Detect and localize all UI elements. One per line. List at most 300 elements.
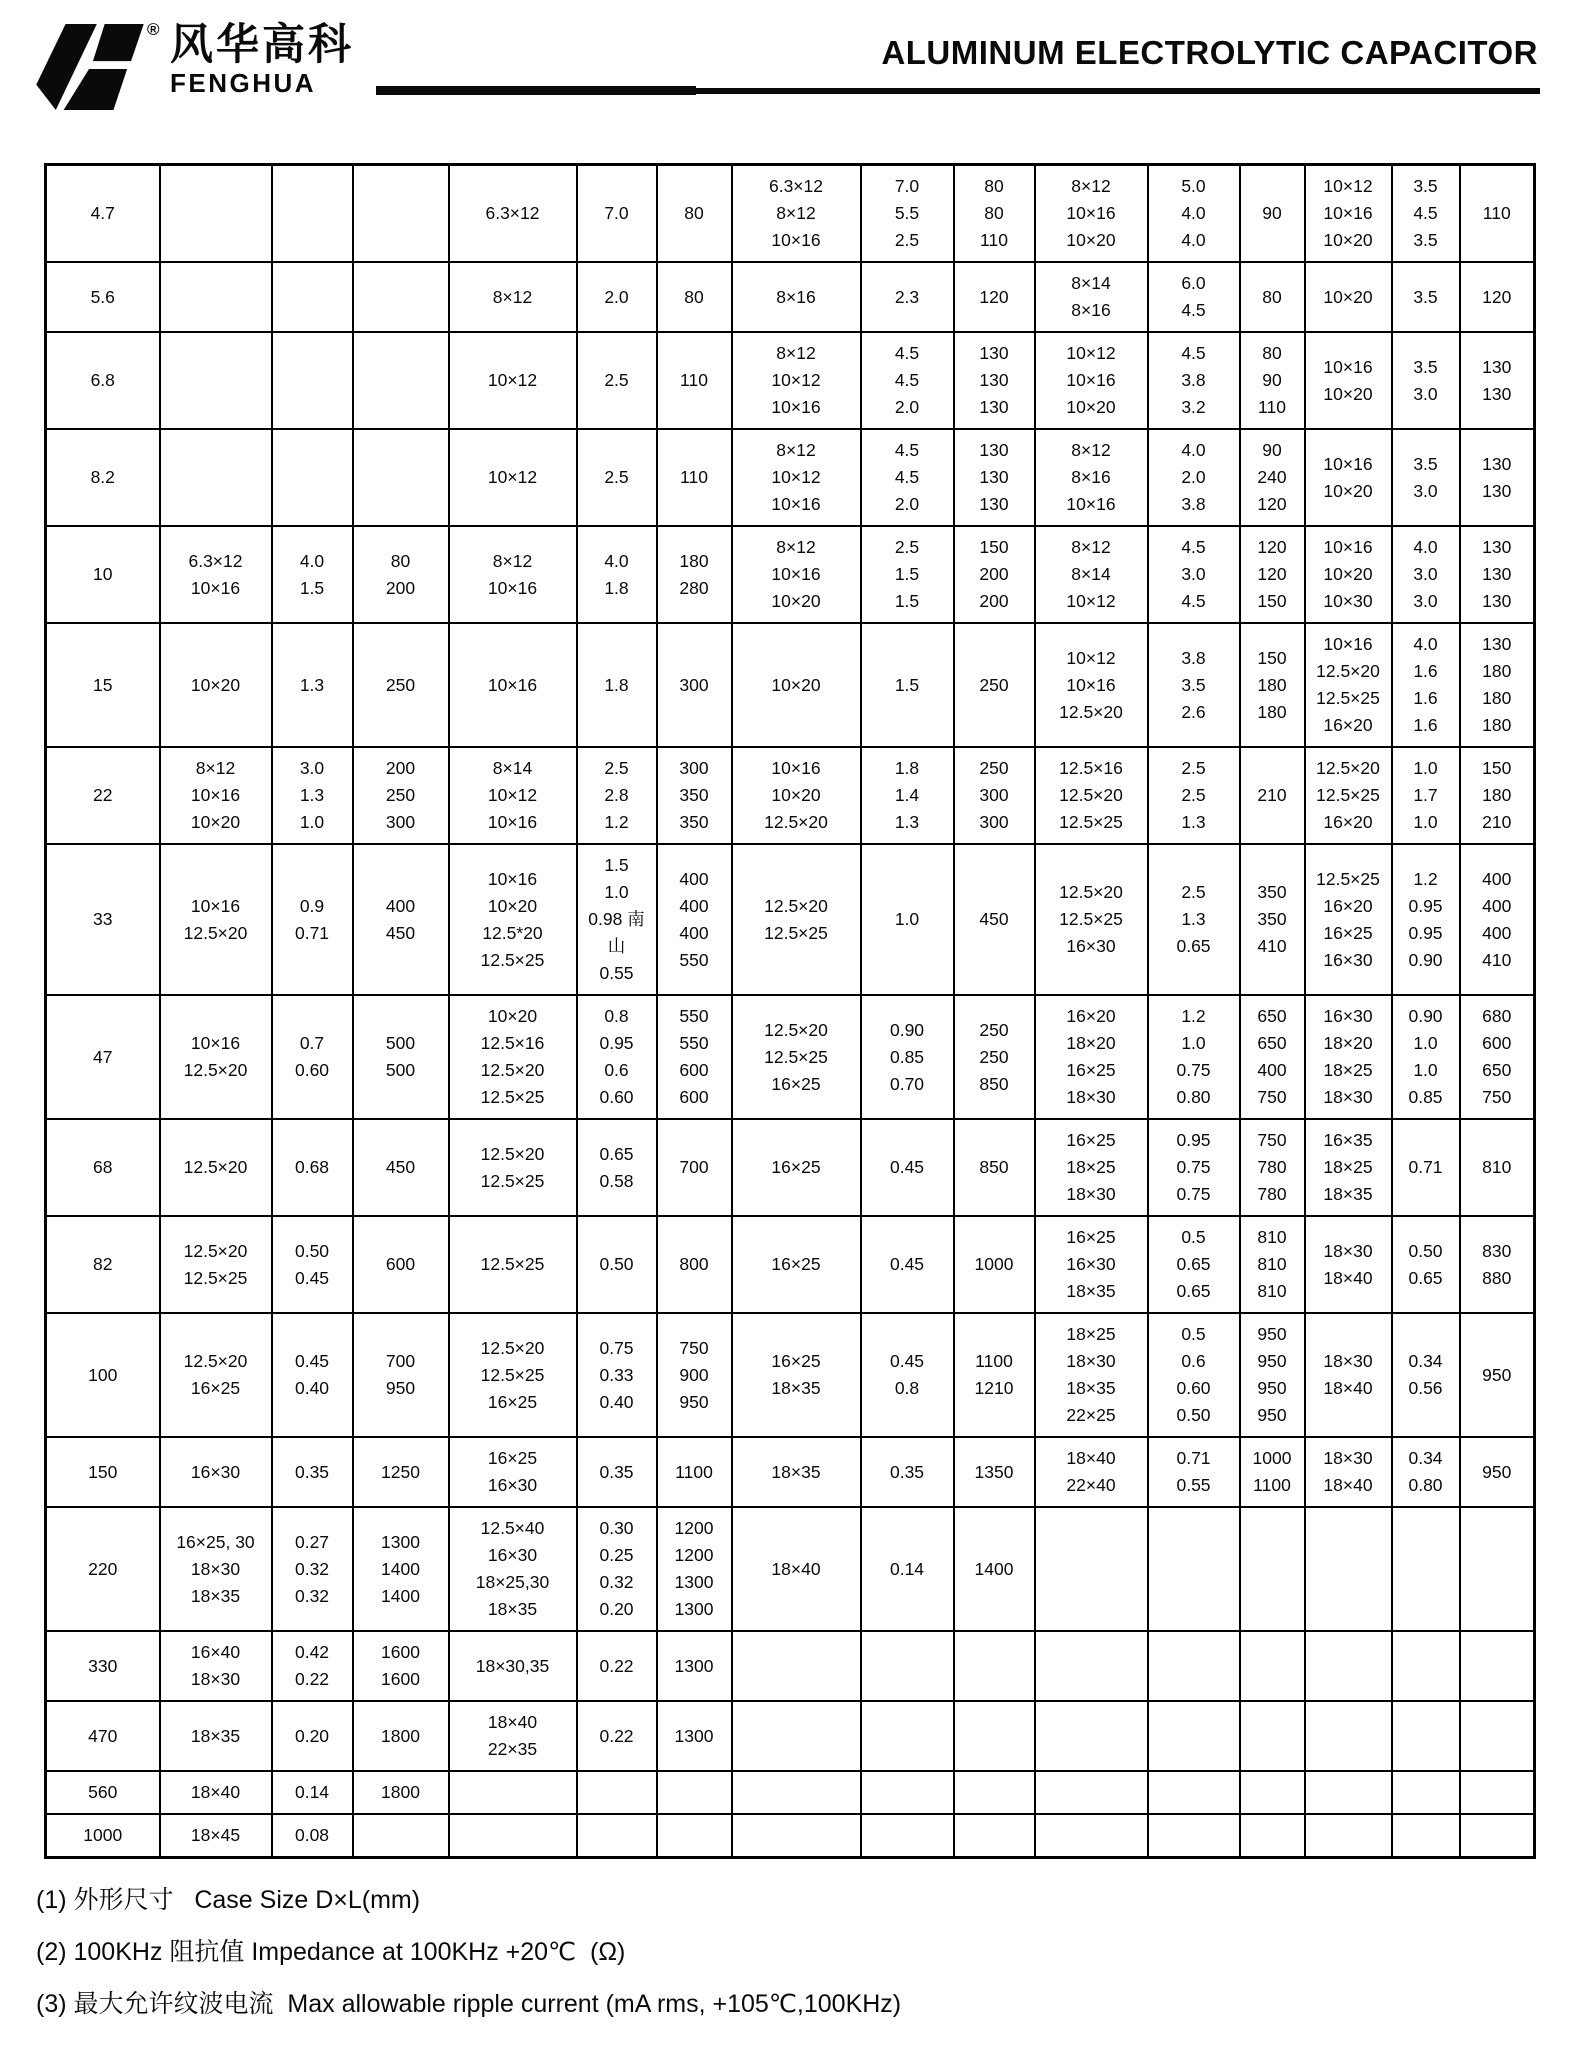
spec-cell: [861, 165, 954, 263]
spec-line: 18×30: [190, 1669, 241, 1689]
spec-line: 1400: [381, 1585, 420, 1606]
spec-line: 1400: [974, 1558, 1014, 1579]
spec-line: 0.60: [1176, 1378, 1211, 1398]
spec-line: 1200: [674, 1518, 714, 1538]
spec-line: 16×25: [487, 1448, 538, 1468]
spec-line: 350: [679, 785, 709, 805]
spec-line: 3.5: [1181, 674, 1206, 695]
spec-cell: [1392, 1216, 1460, 1313]
spec-cell: [160, 1216, 272, 1313]
spec-cell: [1305, 1701, 1392, 1771]
cap-value-cell: 68: [46, 1119, 160, 1216]
spec-line: 120: [1257, 564, 1287, 584]
spec-line: 18×40: [771, 1558, 821, 1579]
spec-line: 10×16: [1323, 453, 1373, 474]
spec-line: 0.33: [599, 1364, 634, 1385]
spec-line: 810: [1482, 1157, 1512, 1177]
spec-cell: [1240, 332, 1305, 429]
spec-cell: [861, 747, 954, 844]
spec-line: 650: [1257, 1033, 1287, 1053]
spec-line: 200: [979, 591, 1009, 611]
spec-line: 950: [1257, 1351, 1287, 1371]
spec-line: 300: [679, 674, 709, 695]
spec-line: 10×12: [771, 467, 821, 487]
spec-cell: [353, 1119, 449, 1216]
spec-line: 500: [385, 1060, 416, 1080]
spec-line: 3.8: [1181, 494, 1206, 514]
spec-line: 80: [1262, 343, 1282, 363]
spec-cell: [272, 844, 353, 995]
spec-cell: [732, 1119, 861, 1216]
spec-cell: [732, 429, 861, 526]
spec-line: 3.0: [1413, 480, 1438, 501]
spec-cell: [353, 1313, 449, 1437]
spec-cell: [1035, 1437, 1148, 1507]
spec-cell: [1240, 1507, 1305, 1631]
spec-cell: [1392, 747, 1460, 844]
spec-line: 1100: [675, 1461, 713, 1482]
spec-line: 10×12: [1066, 647, 1116, 668]
spec-cell: [732, 1216, 861, 1313]
spec-line: 10×12: [771, 370, 821, 390]
spec-line: 2.5: [604, 467, 629, 487]
spec-line: 10×12: [487, 467, 538, 487]
spec-line: 650: [1482, 1060, 1512, 1080]
spec-line: 0.45: [889, 1254, 925, 1274]
spec-line: 4.5: [1413, 203, 1438, 223]
spec-line: 810: [1257, 1281, 1287, 1301]
spec-cell: [1392, 165, 1460, 263]
table-row: [46, 844, 1535, 995]
spec-line: 130: [979, 370, 1009, 390]
spec-line: 10×16: [1066, 203, 1116, 223]
spec-cell: [449, 995, 577, 1119]
cap-value-cell: 22: [46, 747, 160, 844]
table-row: [46, 1701, 1535, 1771]
spec-line: 8×12: [1071, 176, 1111, 196]
spec-line: 250: [979, 758, 1009, 778]
spec-cell: [577, 995, 657, 1119]
spec-line: 10×16: [190, 785, 241, 805]
spec-line: 850: [979, 1157, 1009, 1177]
spec-line: 130: [1482, 480, 1512, 501]
spec-cell: [1392, 1771, 1460, 1814]
spec-line: 150: [1257, 591, 1287, 611]
spec-line: 18×25: [1323, 1157, 1373, 1177]
spec-line: 400: [385, 895, 416, 916]
spec-line: 2.5: [894, 537, 920, 557]
spec-line: 780: [1257, 1184, 1287, 1204]
spec-line: 1.5: [894, 591, 920, 611]
spec-line: 130: [1482, 537, 1512, 557]
spec-cell: [657, 332, 732, 429]
spec-line: 12.5×25: [764, 1046, 828, 1067]
spec-line: 16×25: [487, 1391, 538, 1412]
spec-line: 120: [1257, 537, 1287, 557]
spec-cell: [861, 844, 954, 995]
spec-line: 1.0: [299, 812, 325, 832]
spec-cell: [861, 1631, 954, 1701]
spec-line: 18×40: [1323, 1475, 1373, 1495]
spec-cell: [1392, 1119, 1460, 1216]
spec-line: 18×35: [190, 1585, 241, 1606]
spec-line: 0.35: [599, 1461, 634, 1482]
spec-cell: [1392, 332, 1460, 429]
spec-line: 0.22: [599, 1725, 634, 1746]
spec-line: 0.55: [599, 963, 634, 983]
spec-line: 10×16: [190, 895, 241, 916]
spec-line: 700: [679, 1157, 709, 1177]
spec-line: 130: [979, 343, 1009, 363]
spec-line: 1400: [381, 1558, 420, 1579]
spec-line: 450: [979, 909, 1009, 929]
spec-line: 山: [607, 936, 626, 956]
spec-line: 18×40: [190, 1782, 241, 1802]
spec-cell: [954, 1437, 1035, 1507]
spec-line: 18×30: [1323, 1087, 1373, 1107]
spec-cell: [954, 1507, 1035, 1631]
spec-cell: [577, 1437, 657, 1507]
spec-line: 4.5: [1181, 537, 1206, 557]
spec-line: 10×12: [1066, 591, 1116, 611]
header-rule-cap: [376, 86, 696, 95]
spec-line: 500: [385, 1033, 416, 1053]
spec-cell: [954, 995, 1035, 1119]
footnotes: [36, 1885, 1574, 2020]
spec-line: 400: [1482, 922, 1512, 943]
spec-line: 0.22: [599, 1655, 634, 1676]
spec-line: 410: [1257, 936, 1287, 956]
spec-line: 0.75: [1176, 1157, 1211, 1177]
spec-cell: [861, 1507, 954, 1631]
spec-line: 1000: [974, 1254, 1014, 1274]
table-row: [46, 1437, 1535, 1507]
spec-cell: [657, 1313, 732, 1437]
spec-line: 1.3: [1181, 909, 1206, 929]
cap-value-cell: 10: [46, 526, 160, 623]
spec-line: 12.5×20: [1316, 661, 1380, 681]
spec-cell: [1035, 165, 1148, 263]
spec-line: 0.60: [294, 1060, 330, 1080]
spec-line: 950: [679, 1391, 709, 1412]
spec-cell: [1460, 526, 1535, 623]
spec-line: 0.55: [1176, 1475, 1211, 1495]
spec-cell: [449, 165, 577, 263]
spec-cell: [449, 1701, 577, 1771]
spec-cell: [160, 332, 272, 429]
spec-cell: [657, 1814, 732, 1858]
spec-cell: [1148, 995, 1240, 1119]
spec-line: 400: [679, 895, 709, 916]
spec-line: 1.0: [894, 909, 920, 929]
spec-line: 0.45: [294, 1267, 330, 1288]
spec-line: 180: [1257, 674, 1287, 695]
table-row: [46, 1631, 1535, 1701]
spec-line: 800: [679, 1254, 709, 1274]
spec-line: 4.5: [894, 370, 920, 390]
page-header: [0, 0, 1574, 163]
spec-line: 10×20: [1323, 286, 1373, 307]
spec-line: 0.50: [599, 1254, 634, 1274]
spec-cell: [1240, 429, 1305, 526]
spec-line: 18×25,30: [475, 1572, 550, 1592]
spec-line: 180: [1482, 785, 1512, 805]
spec-cell: [1460, 844, 1535, 995]
spec-line: 0.50: [1176, 1405, 1211, 1425]
spec-cell: [861, 1313, 954, 1437]
spec-line: 4.5: [1181, 300, 1206, 320]
spec-line: 1600: [381, 1669, 420, 1689]
spec-line: 18×25: [1323, 1060, 1373, 1080]
spec-cell: [577, 747, 657, 844]
spec-line: 110: [680, 370, 708, 390]
spec-line: 16×25: [771, 1254, 821, 1274]
spec-cell: [577, 1771, 657, 1814]
spec-line: 1200: [674, 1545, 714, 1565]
spec-cell: [657, 1631, 732, 1701]
spec-line: 130: [979, 494, 1009, 514]
spec-line: 90: [1262, 370, 1282, 390]
spec-cell: [449, 623, 577, 747]
spec-line: 1.7: [1413, 785, 1438, 805]
spec-cell: [272, 1507, 353, 1631]
spec-line: 16×25: [1066, 1060, 1116, 1080]
spec-cell: [1035, 1701, 1148, 1771]
spec-cell: [353, 1814, 449, 1858]
spec-cell: [1305, 526, 1392, 623]
spec-line: 18×45: [190, 1825, 241, 1845]
brand-name-english: FENGHUA: [170, 68, 317, 98]
spec-line: 1.8: [604, 674, 629, 695]
spec-cell: [272, 1631, 353, 1701]
spec-cell: [1460, 1507, 1535, 1631]
spec-line: 12.5×20: [183, 1060, 248, 1080]
spec-line: 12.5×20: [764, 895, 828, 916]
spec-line: 450: [385, 1157, 416, 1177]
spec-line: 18×35: [487, 1599, 538, 1619]
spec-line: 0.90: [1408, 949, 1443, 970]
spec-cell: [954, 1216, 1035, 1313]
spec-line: 12.5×20: [764, 1019, 828, 1040]
spec-line: 120: [979, 286, 1009, 307]
cap-value-cell: 470: [46, 1701, 160, 1771]
spec-line: 0.8: [894, 1378, 920, 1398]
spec-line: 10×16: [1066, 494, 1116, 514]
spec-line: 750: [1257, 1087, 1287, 1107]
spec-line: 4.0: [1413, 634, 1438, 654]
spec-cell: [861, 1701, 954, 1771]
spec-line: 1.0: [1413, 1033, 1438, 1053]
spec-line: 4.0: [1181, 203, 1206, 223]
spec-cell: [1148, 1437, 1240, 1507]
spec-cell: [1240, 623, 1305, 747]
spec-cell: [1392, 1437, 1460, 1507]
spec-line: 950: [1482, 1461, 1512, 1482]
spec-line: 12.5×20: [1059, 785, 1123, 805]
spec-line: 0.50: [294, 1240, 330, 1261]
spec-cell: [272, 623, 353, 747]
spec-cell: [449, 844, 577, 995]
brand-block: [170, 21, 354, 98]
spec-cell: [1305, 1771, 1392, 1814]
spec-line: 250: [979, 674, 1009, 695]
spec-cell: [160, 1771, 272, 1814]
spec-cell: [1035, 747, 1148, 844]
spec-line: 10×30: [1323, 591, 1373, 611]
spec-line: 210: [1257, 785, 1287, 805]
spec-line: 1.8: [604, 577, 629, 598]
spec-line: 8×16: [1071, 300, 1111, 320]
spec-cell: [577, 1631, 657, 1701]
spec-line: 0.75: [599, 1337, 634, 1358]
spec-cell: [160, 1313, 272, 1437]
spec-line: 110: [980, 230, 1008, 250]
spec-cell: [272, 1771, 353, 1814]
spec-cell: [657, 165, 732, 263]
spec-line: 1300: [674, 1599, 714, 1619]
spec-line: 16×20: [1066, 1006, 1116, 1026]
spec-cell: [861, 1771, 954, 1814]
footnote-ripple-current: (3) 最大允许纹波电流 Max allowable ripple current (mA rms, +105℃,100KHz): [36, 1990, 902, 2018]
spec-line: 4.5: [894, 343, 920, 363]
spec-cell: [954, 844, 1035, 995]
spec-line: 150: [1482, 758, 1512, 778]
spec-cell: [732, 623, 861, 747]
spec-line: 0.14: [294, 1782, 330, 1802]
spec-line: 16×30: [1066, 936, 1116, 956]
table-row: [46, 995, 1535, 1119]
table-row: [46, 1507, 1535, 1631]
spec-line: 300: [679, 758, 709, 778]
spec-cell: [1305, 1507, 1392, 1631]
registered-trademark-icon: ®: [147, 20, 160, 39]
spec-cell: [272, 1701, 353, 1771]
spec-line: 0.75: [1176, 1184, 1211, 1204]
spec-line: 750: [1257, 1130, 1287, 1150]
spec-line: 1.5: [894, 674, 920, 695]
spec-cell: [160, 1507, 272, 1631]
spec-line: 0.85: [1408, 1087, 1443, 1107]
spec-cell: [577, 1814, 657, 1858]
spec-line: 1300: [674, 1572, 714, 1592]
spec-line: 0.6: [604, 1060, 629, 1080]
spec-line: 18×35: [1066, 1281, 1116, 1301]
spec-line: 110: [1482, 203, 1511, 223]
spec-line: 700: [385, 1351, 416, 1371]
spec-line: 8×14: [492, 758, 533, 778]
spec-cell: [577, 844, 657, 995]
spec-cell: [1148, 1216, 1240, 1313]
spec-line: 18×35: [190, 1725, 241, 1746]
spec-line: 550: [679, 949, 709, 970]
spec-cell: [861, 1216, 954, 1313]
spec-line: 200: [385, 758, 416, 778]
spec-line: 1210: [974, 1378, 1014, 1398]
cap-value-cell: 220: [46, 1507, 160, 1631]
spec-line: 400: [679, 868, 709, 889]
spec-line: 8×12: [776, 203, 816, 223]
spec-line: 10×20: [771, 785, 821, 805]
spec-line: 18×25: [1066, 1157, 1116, 1177]
spec-line: 18×35: [771, 1378, 821, 1398]
spec-line: 16×25: [771, 1351, 821, 1371]
spec-line: 10×12: [487, 785, 538, 805]
spec-cell: [732, 1631, 861, 1701]
spec-cell: [160, 1701, 272, 1771]
spec-cell: [1148, 1701, 1240, 1771]
spec-cell: [353, 623, 449, 747]
spec-cell: [1460, 623, 1535, 747]
spec-cell: [732, 1437, 861, 1507]
spec-line: 130: [979, 440, 1009, 460]
spec-cell: [1240, 262, 1305, 332]
spec-line: 3.5: [1413, 356, 1438, 377]
spec-line: 16×30: [1323, 949, 1373, 970]
spec-cell: [1460, 1437, 1535, 1507]
spec-line: 3.5: [1413, 230, 1438, 250]
spec-line: 650: [1257, 1006, 1287, 1026]
spec-line: 0.50: [1408, 1240, 1443, 1261]
spec-line: 0.71: [1408, 1157, 1443, 1177]
cap-value-cell: 560: [46, 1771, 160, 1814]
spec-line: 3.8: [1181, 647, 1206, 668]
spec-cell: [1460, 1701, 1535, 1771]
spec-line: 16×25: [1323, 922, 1373, 943]
table-row: [46, 429, 1535, 526]
spec-line: 4.0: [604, 550, 629, 571]
spec-line: 0.95: [1408, 922, 1443, 943]
spec-cell: [1460, 429, 1535, 526]
spec-line: 80: [1262, 286, 1282, 307]
spec-cell: [954, 1771, 1035, 1814]
spec-cell: [1460, 332, 1535, 429]
spec-line: 250: [385, 785, 416, 805]
spec-cell: [1240, 1771, 1305, 1814]
spec-cell: [657, 995, 732, 1119]
spec-line: 18×20: [1323, 1033, 1373, 1053]
table-row: [46, 1313, 1535, 1437]
spec-line: 12.5×20: [1059, 882, 1123, 902]
spec-cell: [657, 1216, 732, 1313]
spec-line: 130: [1482, 356, 1512, 377]
spec-line: 900: [679, 1364, 709, 1385]
spec-line: 12.5×25: [1316, 785, 1380, 805]
spec-line: 12.5×25: [183, 1267, 248, 1288]
spec-cell: [1240, 1701, 1305, 1771]
spec-line: 400: [1257, 1060, 1287, 1080]
spec-cell: [1392, 1313, 1460, 1437]
spec-line: 12.5×25: [1059, 812, 1123, 832]
spec-cell: [1035, 262, 1148, 332]
spec-line: 0.40: [599, 1391, 634, 1412]
spec-line: 10×12: [1066, 343, 1116, 363]
spec-line: 0.56: [1408, 1378, 1443, 1398]
spec-line: 180: [1482, 688, 1512, 708]
spec-line: 12.5×25: [480, 1254, 545, 1274]
spec-cell: [1035, 1313, 1148, 1437]
spec-line: 10×16: [1323, 537, 1373, 557]
spec-line: 0.6: [1181, 1351, 1206, 1371]
spec-cell: [1240, 1119, 1305, 1216]
spec-line: 6.3×12: [768, 176, 823, 196]
spec-line: 1.3: [1181, 812, 1206, 832]
spec-line: 0.34: [1408, 1351, 1443, 1371]
spec-line: 8×16: [1071, 467, 1111, 487]
spec-line: 0.42: [294, 1642, 330, 1662]
spec-cell: [1460, 995, 1535, 1119]
spec-cell: [272, 747, 353, 844]
spec-cell: [1305, 1631, 1392, 1701]
